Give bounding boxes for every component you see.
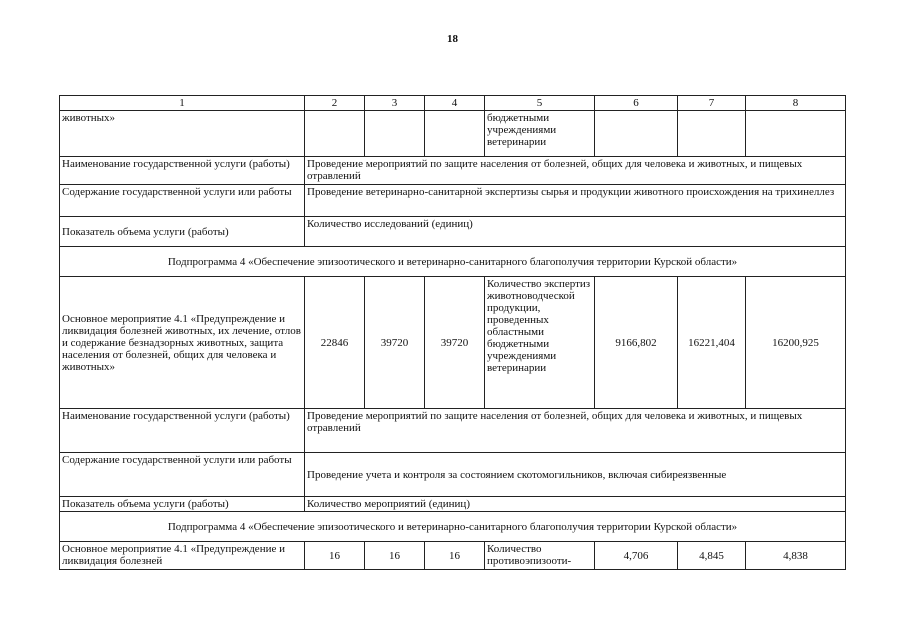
value-col-2: 16	[305, 542, 365, 570]
table-row	[60, 217, 846, 247]
value-col-3: 39720	[365, 277, 425, 409]
header-col-3: 3	[365, 96, 425, 111]
header-col-4: 4	[425, 96, 485, 111]
volume-indicator-label: Показатель объема услуги (работы)	[60, 497, 305, 512]
carry-measure-cell: животных»	[60, 111, 305, 157]
value-col-8: 16200,925	[746, 277, 846, 409]
volume-indicator-value: Количество исследований (единиц)	[305, 217, 846, 247]
empty-cell	[746, 111, 846, 157]
table-row	[60, 497, 846, 512]
table-row	[60, 409, 846, 453]
value-col-4: 16	[425, 542, 485, 570]
value-col-7: 16221,404	[678, 277, 746, 409]
volume-indicator-label: Показатель объема услуги (работы)	[60, 217, 305, 247]
table-row	[60, 277, 846, 409]
value-col-3: 16	[365, 542, 425, 570]
table-row	[60, 453, 846, 497]
service-name-label: Наименование государственной услуги (работы)	[60, 409, 305, 453]
carry-indicator-cell: бюджетными учреждениями ветеринарии	[485, 111, 595, 157]
header-col-8: 8	[746, 96, 846, 111]
empty-cell	[425, 111, 485, 157]
indicator-description: Количество противоэпизооти-	[485, 542, 595, 570]
service-name-value: Проведение мероприятий по защите населения от болезней, общих для человека и животных, и пищевых отравлений	[305, 409, 846, 453]
service-content-label: Содержание государственной услуги или работы	[60, 453, 305, 497]
header-col-2: 2	[305, 96, 365, 111]
value-col-6: 9166,802	[595, 277, 678, 409]
main-measure-cell: Основное мероприятие 4.1 «Предупреждение и ликвидация болезней животных, их лечение, отлов и содержание безнадзорных животных, защита населения от болезней, общих для человека и животных»	[60, 277, 305, 409]
main-measure-cell: Основное мероприятие 4.1 «Предупреждение и ликвидация болезней	[60, 542, 305, 570]
header-col-6: 6	[595, 96, 678, 111]
service-name-value: Проведение мероприятий по защите населения от болезней, общих для человека и животных, и пищевых отравлений	[305, 157, 846, 185]
value-col-7: 4,845	[678, 542, 746, 570]
volume-indicator-value: Количество мероприятий (единиц)	[305, 497, 846, 512]
header-row	[60, 96, 846, 111]
indicator-description: Количество экспертиз животноводческой продукции, проведенных областными бюджетными учреждениями ветеринарии	[485, 277, 595, 409]
subprogram-title: Подпрограмма 4 «Обеспечение эпизоотического и ветеринарно-санитарного благополучия территории Курской области»	[60, 512, 846, 542]
page-number: 18	[447, 33, 458, 45]
value-col-4: 39720	[425, 277, 485, 409]
service-content-value: Проведение ветеринарно-санитарной экспертизы сырья и продукции животного происхождения на трихинеллез	[305, 185, 846, 217]
services-table	[59, 95, 846, 570]
header-col-7: 7	[678, 96, 746, 111]
subprogram-title: Подпрограмма 4 «Обеспечение эпизоотического и ветеринарно-санитарного благополучия территории Курской области»	[60, 247, 846, 277]
service-content-value: Проведение учета и контроля за состоянием скотомогильников, включая сибиреязвенные	[305, 453, 846, 497]
table-row	[60, 111, 846, 157]
empty-cell	[595, 111, 678, 157]
service-name-label: Наименование государственной услуги (работы)	[60, 157, 305, 185]
empty-cell	[678, 111, 746, 157]
service-content-label: Содержание государственной услуги или работы	[60, 185, 305, 217]
header-col-5: 5	[485, 96, 595, 111]
table-row	[60, 157, 846, 185]
value-col-8: 4,838	[746, 542, 846, 570]
table-row	[60, 185, 846, 217]
value-col-6: 4,706	[595, 542, 678, 570]
value-col-2: 22846	[305, 277, 365, 409]
table-row	[60, 542, 846, 570]
table-row	[60, 247, 846, 277]
header-col-1: 1	[60, 96, 305, 111]
empty-cell	[305, 111, 365, 157]
empty-cell	[365, 111, 425, 157]
table-row	[60, 512, 846, 542]
